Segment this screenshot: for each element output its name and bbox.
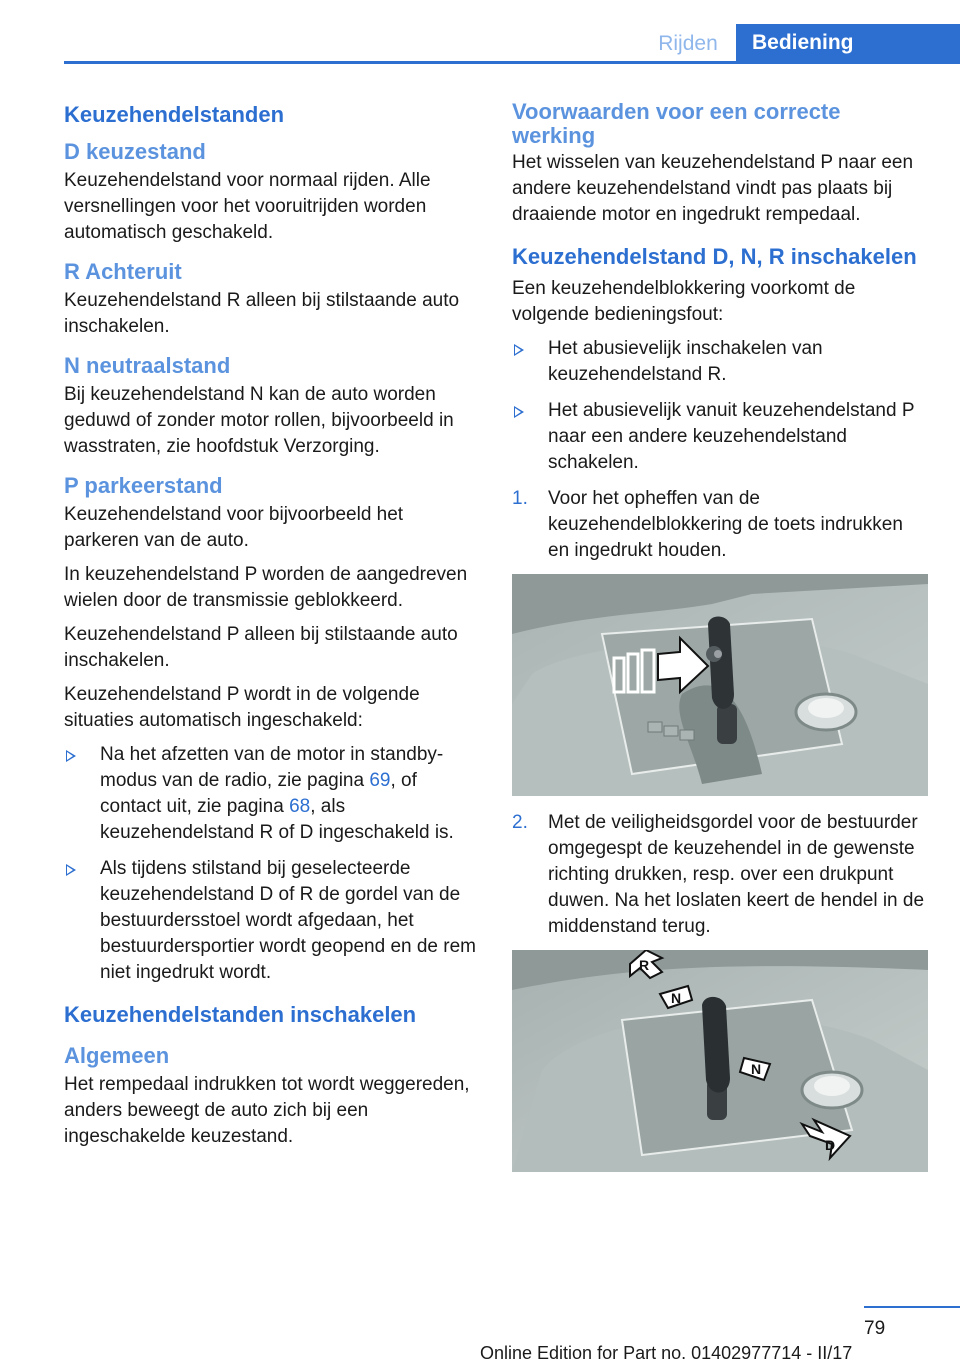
- dnr-title: Keuzehendelstand D, N, R inschakelen: [512, 244, 917, 269]
- list-item: Na het afzetten van de motor in standby-modus van de radio, zie pagina 69, of contact uit, zie pagina 68, als keuzehendelstand R of D ingeschakeld is.: [64, 742, 480, 846]
- n-heading: N neutraalstand: [64, 353, 231, 378]
- algemeen-text: Het rempedaal indrukken tot wordt weggereden, anders beweegt de auto zich bij een ingeschakelde keuzestand.: [64, 1074, 470, 1147]
- d-heading: D keuzestand: [64, 139, 206, 164]
- right-column: [512, 100, 928, 1186]
- page-link-69[interactable]: 69: [369, 770, 391, 791]
- footer-rule: [864, 1306, 960, 1308]
- left-column: [64, 100, 480, 1158]
- r-heading: R Achteruit: [64, 259, 182, 284]
- p-text-4: Keuzehendelstand P wordt in de volgende situaties automatisch ingeschakeld:: [64, 684, 420, 731]
- p-text-1: Keuzehendelstand voor bijvoorbeeld het parkeren van de auto.: [64, 504, 404, 551]
- algemeen-heading: Algemeen: [64, 1043, 170, 1068]
- step-list-2: [512, 810, 928, 940]
- step-item: 2. Met de veiligheidsgordel voor de bestuurder omgegespt de keuzehendel in de gewenste richting drukken, resp. over een drukpunt duwen. Na het loslaten keert de hendel in de middenstand terug.: [512, 812, 925, 937]
- auto-park-list: [64, 742, 480, 986]
- direction-label-r: R: [638, 957, 650, 973]
- fout-list: [512, 336, 928, 564]
- page-link-68[interactable]: 68: [289, 796, 311, 817]
- inschakelen-title: Keuzehendelstanden inschakelen: [64, 1002, 417, 1027]
- direction-label-n-down: N: [750, 1061, 762, 1077]
- p-text-3: Keuzehendelstand P alleen bij stilstaande auto inschakelen.: [64, 624, 458, 671]
- p-heading: P parkeerstand: [64, 473, 223, 498]
- edition-text: Online Edition for Part no. 01402977714 - II/17: [480, 1343, 853, 1363]
- page-number: 79: [864, 1318, 886, 1339]
- direction-label-n-up: N: [670, 990, 682, 1006]
- step-number: 1.: [512, 488, 528, 509]
- d-text: Keuzehendelstand voor normaal rijden. Alle versnellingen voor het vooruitrijden worden automatisch geschakeld.: [64, 170, 431, 243]
- gear-selector-illustration-directions: [512, 950, 928, 1172]
- header-rule: [64, 61, 960, 64]
- voorwaarden-text: Het wisselen van keuzehendelstand P naar een andere keuzehendelstand vindt pas plaats bij draaiende motor en ingedrukt rempedaal.: [512, 152, 914, 225]
- tab-rijden[interactable]: Rijden: [658, 31, 718, 55]
- p-text-2: In keuzehendelstand P worden de aangedreven wielen door de transmissie geblokkeerd.: [64, 564, 468, 611]
- gear-selector-illustration-unlock: [512, 574, 928, 796]
- step-item: 1. Voor het opheffen van de keuzehendelblokkering de toets indrukken en ingedrukt houden.: [512, 488, 903, 561]
- section-title: Keuzehendelstanden: [64, 102, 285, 127]
- list-item: Het abusievelijk vanuit keuzehendelstand P naar een andere keuzehendelstand schakelen.: [512, 398, 928, 476]
- tab-bediening[interactable]: Bediening: [736, 24, 960, 62]
- voorwaarden-heading: Voorwaarden voor een correcte werking: [512, 99, 841, 148]
- dnr-text: Een keuzehendelblokkering voorkomt de volgende bedieningsfout:: [512, 278, 856, 325]
- n-text: Bij keuzehendelstand N kan de auto worden geduwd of zonder motor rollen, bijvoorbeeld in wasstraten, zie hoofdstuk Verzorging.: [64, 384, 454, 457]
- step-number: 2.: [512, 812, 528, 833]
- direction-label-d: D: [824, 1137, 836, 1153]
- list-item: Het abusievelijk inschakelen van keuzehendelstand R.: [512, 336, 928, 388]
- list-item: Als tijdens stilstand bij geselecteerde keuzehendelstand D of R de gordel van de bestuurdersstoel wordt afgedaan, het bestuurdersportier wordt geopend en de rem niet ingedrukt wordt.: [64, 856, 480, 986]
- r-text: Keuzehendelstand R alleen bij stilstaande auto inschakelen.: [64, 290, 460, 337]
